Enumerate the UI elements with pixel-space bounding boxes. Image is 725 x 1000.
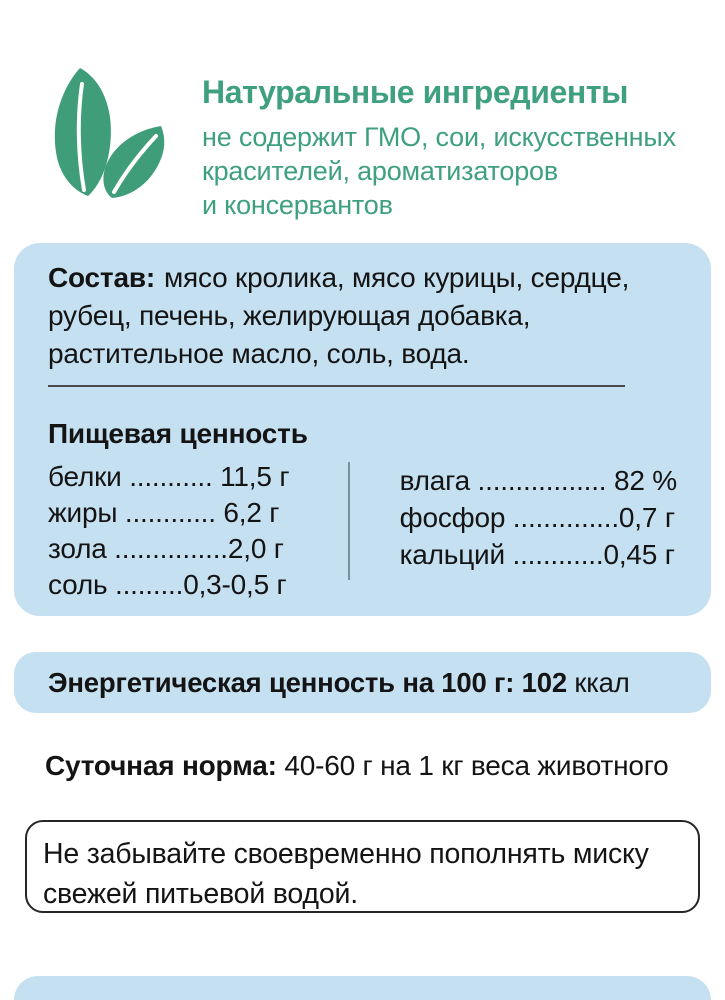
nutrient-label: белки xyxy=(48,461,122,492)
daily-norm xyxy=(45,750,669,782)
nutrient-value: 82 % xyxy=(613,465,677,496)
next-panel-peek xyxy=(14,976,711,1000)
dot-leader: ............... xyxy=(106,533,228,564)
header-subtitle xyxy=(202,120,676,222)
nutrient-value: 0,3-0,5 г xyxy=(183,569,287,600)
subtitle-line: красителей, ароматизаторов xyxy=(202,156,559,186)
nutrient-value: 0,7 г xyxy=(618,502,675,533)
nutrient-label: фосфор xyxy=(399,502,506,533)
nutrition-row xyxy=(48,531,348,567)
energy-panel xyxy=(14,652,711,713)
subtitle-line: и консервантов xyxy=(202,190,393,220)
energy-bold: Энергетическая ценность на 100 г: 102 xyxy=(48,666,567,698)
nutrient-label: влага xyxy=(399,465,470,496)
header-text xyxy=(202,62,676,222)
composition-value: мясо кролика, мясо курицы, сердце, рубец, печень, желирующая добавка, растительное масло, соль, вода. xyxy=(48,262,630,369)
nutrient-label: соль xyxy=(48,569,108,600)
nutrition-column-left xyxy=(48,459,348,603)
page-title: Натуральные ингредиенты xyxy=(202,74,629,110)
nutrient-value: 2,0 г xyxy=(227,533,284,564)
nutrition-row xyxy=(400,536,677,573)
nutrient-value: 0,45 г xyxy=(603,539,675,570)
water-notice-box xyxy=(25,820,700,913)
header xyxy=(48,62,688,222)
daily-norm-label: Суточная норма: xyxy=(45,750,277,781)
subtitle-line: не содержит ГМО, сои, искусственных xyxy=(202,122,676,152)
energy-unit: ккал xyxy=(574,666,630,698)
daily-norm-value: 40-60 г на 1 кг веса животного xyxy=(284,750,669,781)
nutrient-value: 11,5 г xyxy=(220,461,290,492)
nutrition-row xyxy=(400,499,677,536)
dot-leader: .............. xyxy=(505,502,619,533)
nutrient-label: кальций xyxy=(399,539,505,570)
nutrient-label: зола xyxy=(48,533,107,564)
nutrition-columns xyxy=(48,459,677,603)
column-divider xyxy=(348,462,350,580)
nutrition-row xyxy=(400,462,677,499)
leaves-icon xyxy=(48,62,182,202)
dot-leader: ............ xyxy=(117,497,224,528)
nutrition-row xyxy=(48,495,348,531)
horizontal-divider xyxy=(48,385,625,387)
composition-text xyxy=(48,259,677,373)
nutrition-row xyxy=(48,459,348,495)
dot-leader: ................. xyxy=(469,465,614,496)
nutrient-value: 6,2 г xyxy=(223,497,280,528)
nutrient-label: жиры xyxy=(48,497,118,528)
composition-nutrition-panel xyxy=(14,243,711,616)
dot-leader: ............ xyxy=(504,539,604,570)
nutrition-column-right xyxy=(400,459,677,603)
water-notice-text: Не забывайте своевременно пополнять миску свежей питьевой водой. xyxy=(43,838,649,910)
dot-leader: ......... xyxy=(107,569,184,600)
energy-text xyxy=(48,667,630,699)
nutrition-title: Пищевая ценность xyxy=(48,418,308,449)
composition-label: Состав: xyxy=(48,262,155,293)
dot-leader: ........... xyxy=(121,461,221,492)
nutrition-row xyxy=(48,567,348,603)
